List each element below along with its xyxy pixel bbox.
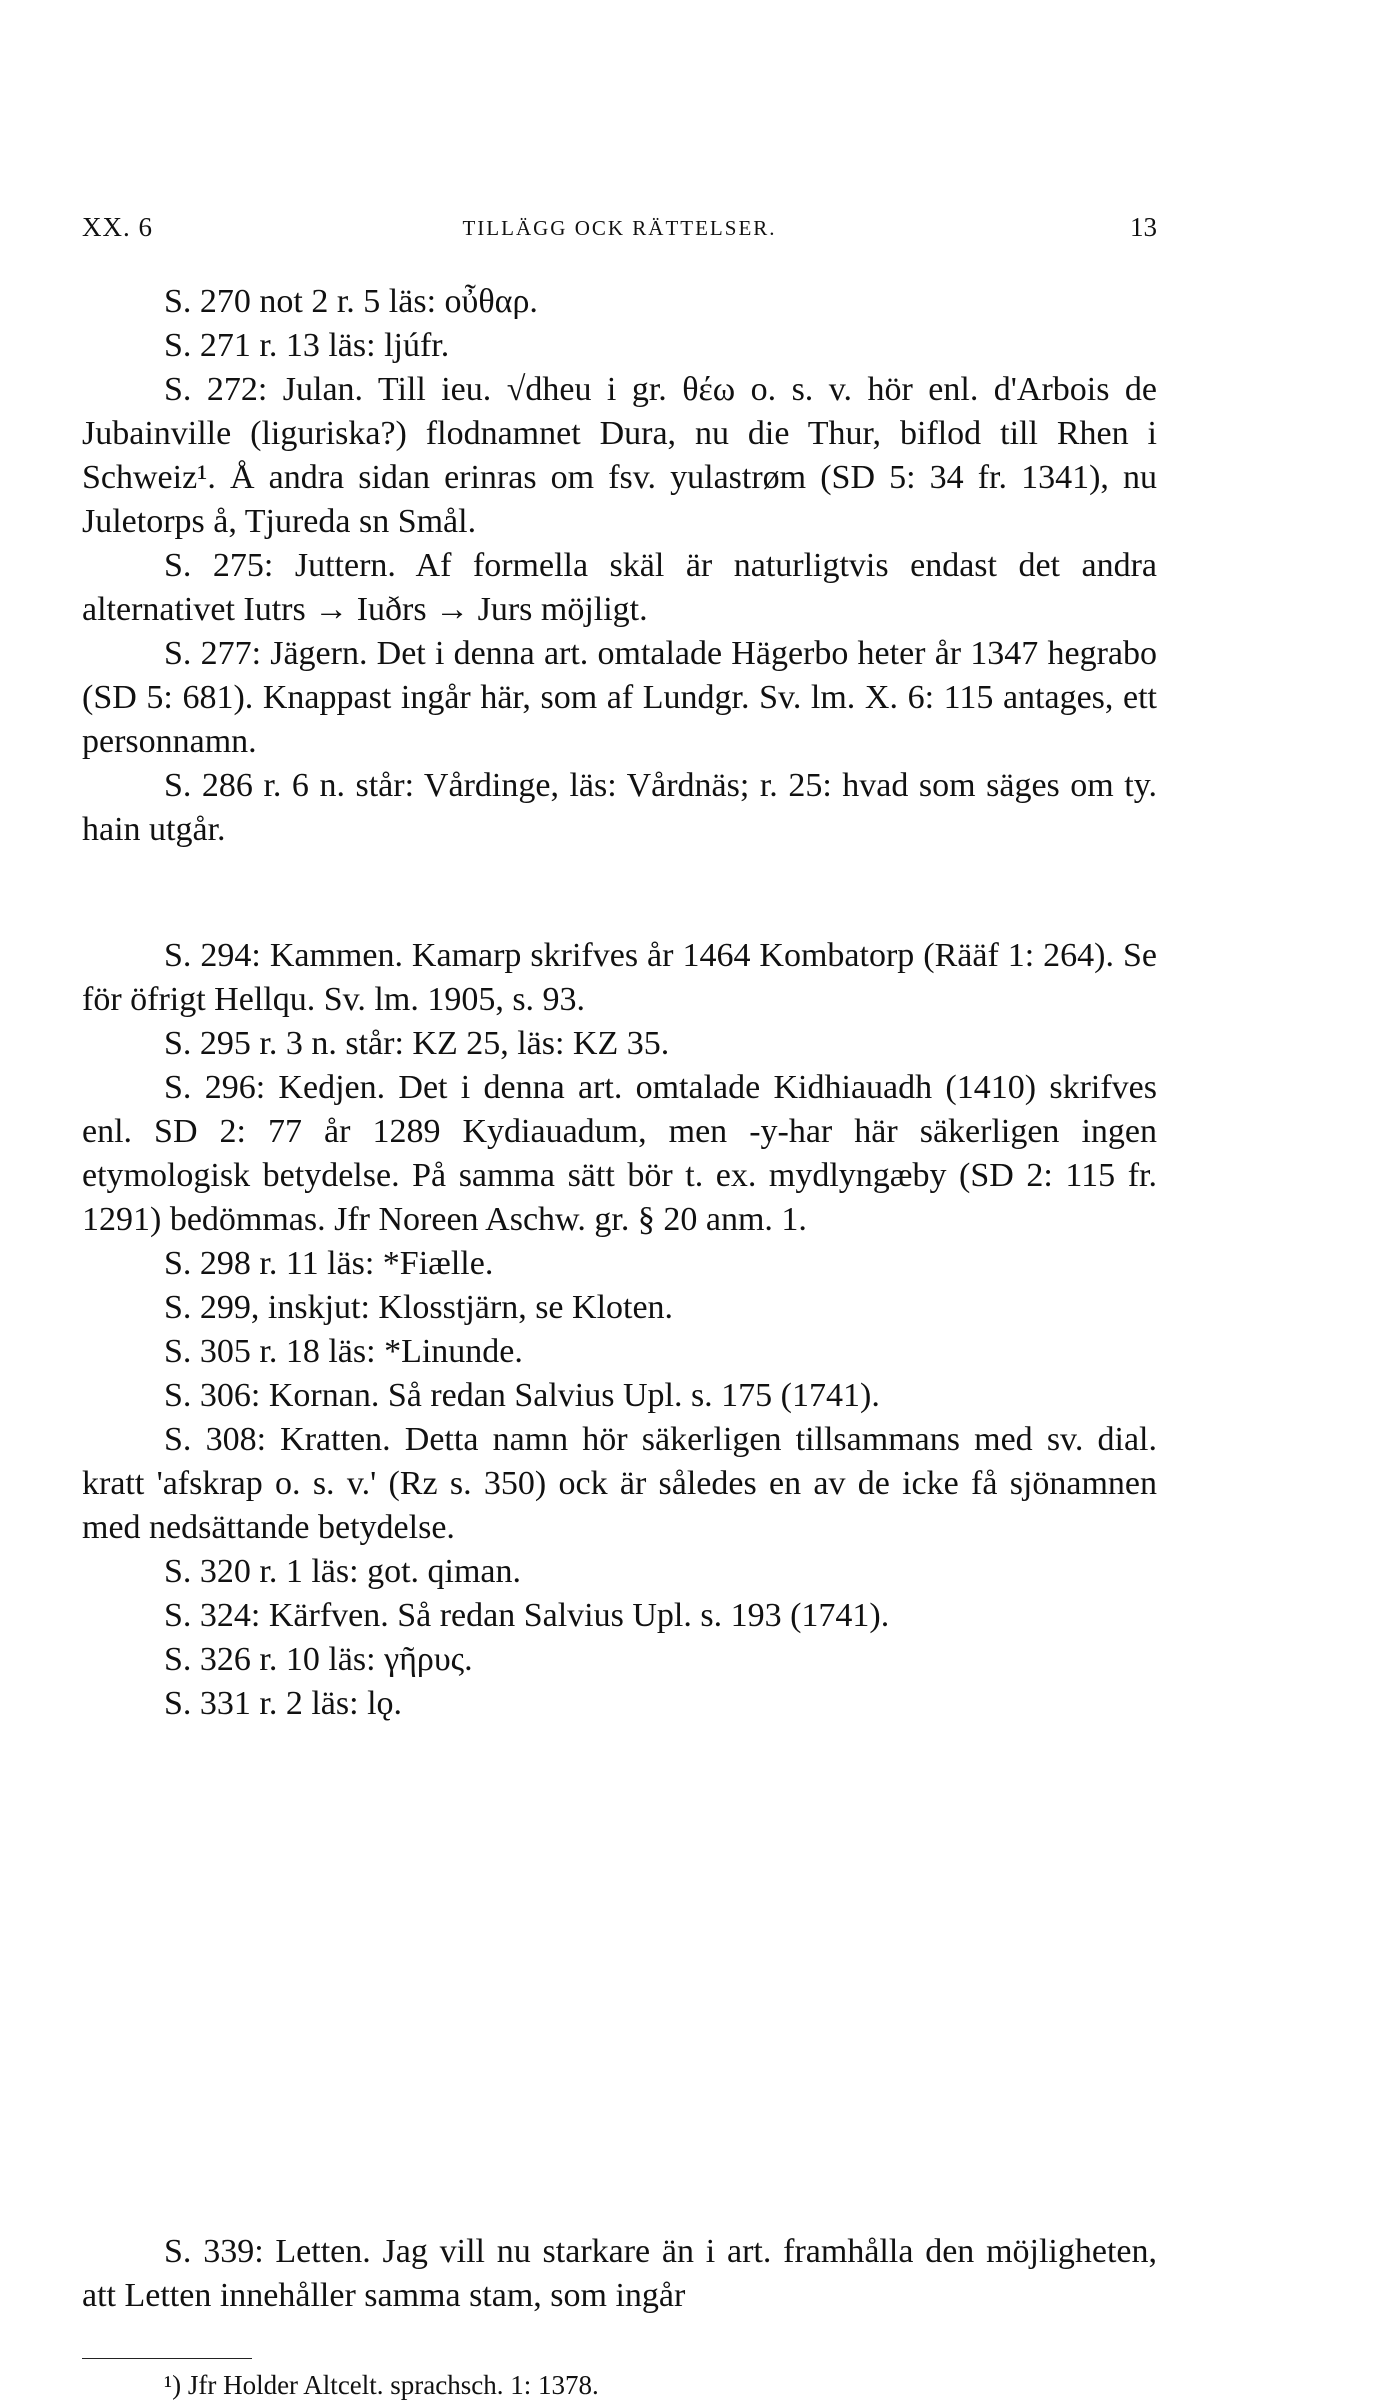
entry-s320: S. 320 r. 1 läs: got. qiman. <box>164 1553 521 1590</box>
entry-s308: S. 308: Kratten. Detta namn hör säkerligen tillsammans med sv. dial. kratt 'afskrap o. s. v.' (Rz s. 350) ock är således en av de icke få sjönamnen med nedsättande betydelse. <box>82 1421 1157 1546</box>
entry-s306: S. 306: Kornan. Så redan Salvius Upl. s. 175 (1741). <box>164 1377 880 1414</box>
entry-s298: S. 298 r. 11 läs: *Fiælle. <box>164 1245 494 1282</box>
entry-s326: S. 326 r. 10 läs: γῆρυς. <box>164 1641 473 1678</box>
body-text-top <box>82 280 1157 852</box>
entry-s305: S. 305 r. 18 läs: *Linunde. <box>164 1333 523 1370</box>
entry-s296: S. 296: Kedjen. Det i denna art. omtalade Kidhiauadh (1410) skrifves enl. SD 2: 77 år 1289 Kydiauadum, men -y-har här säkerligen ingen etymologisk betydelse. På samma sätt bör t. ex. mydlyngæby (SD 2: 115 fr. 1291) bedömmas. Jfr Noreen Aschw. gr. § 20 anm. 1. <box>82 1069 1157 1238</box>
footnote: ¹) Jfr Holder Altcelt. sprachsch. 1: 1378. <box>164 2370 599 2400</box>
body-text-bottom <box>82 2230 1157 2318</box>
body-text-middle <box>82 934 1157 1726</box>
entry-s339: S. 339: Letten. Jag vill nu starkare än i art. framhålla den möjligheten, att Letten innehåller samma stam, som ingår <box>82 2233 1157 2314</box>
entry-s299: S. 299, inskjut: Klosstjärn, se Kloten. <box>164 1289 674 1326</box>
entry-s275: S. 275: Juttern. Af formella skäl är naturligtvis endast det andra alternativet Iutrs → Iuðrs → Jurs möjligt. <box>82 547 1157 628</box>
entry-s295: S. 295 r. 3 n. står: KZ 25, läs: KZ 35. <box>164 1025 670 1062</box>
entry-s294: S. 294: Kammen. Kamarp skrifves år 1464 Kombatorp (Rääf 1: 264). Se för öfrigt Hellqu. Sv. lm. 1905, s. 93. <box>82 937 1157 1018</box>
entry-s271: S. 271 r. 13 läs: ljúfr. <box>164 327 450 364</box>
entry-s331: S. 331 r. 2 läs: lǫ. <box>164 1685 403 1722</box>
footnote-rule <box>82 2358 252 2359</box>
entry-s324: S. 324: Kärfven. Så redan Salvius Upl. s. 193 (1741). <box>164 1597 890 1634</box>
page-number: 13 <box>1130 212 1157 242</box>
entry-s286: S. 286 r. 6 n. står: Vårdinge, läs: Vårdnäs; r. 25: hvad som säges om ty. hain utgår. <box>82 767 1157 848</box>
entry-s270: S. 270 not 2 r. 5 läs: οὖθαρ. <box>164 283 538 320</box>
section-number: XX. 6 <box>82 212 153 242</box>
entry-s272: S. 272: Julan. Till ieu. √dheu i gr. θέω o. s. v. hör enl. d'Arbois de Jubainville (liguriska?) flodnamnet Dura, nu die Thur, biflod till Rhen i Schweiz¹. Å andra sidan erinras om fsv. yulastrøm (SD 5: 34 fr. 1341), nu Juletorps å, Tjureda sn Smål. <box>82 371 1157 540</box>
entry-s277: S. 277: Jägern. Det i denna art. omtalade Hägerbo heter år 1347 hegrabo (SD 5: 681). Knappast ingår här, som af Lundgr. Sv. lm. X. 6: 115 antages, ett personnamn. <box>82 635 1157 760</box>
running-header <box>82 212 1157 252</box>
running-title: TILLÄGG OCK RÄTTELSER. <box>462 216 777 240</box>
